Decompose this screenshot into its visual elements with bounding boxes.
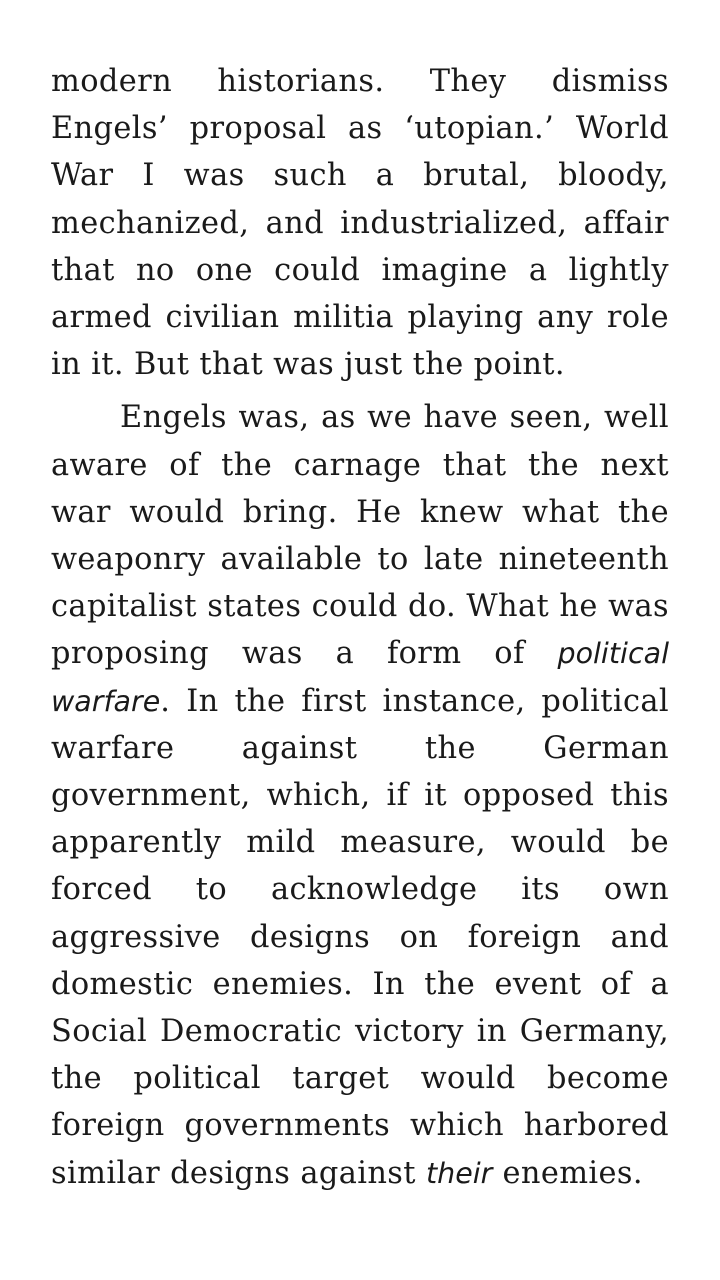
paragraph-text: Engels was, as we have seen, well aware of the carnage that the next war would bring. He knew what the weaponry available to late nineteenth capitalist states could do. What he was proposing was a form of (51, 400, 669, 672)
emphasis-their: their (425, 1156, 493, 1190)
paragraph-continued: modern historians. They dismiss Engels’ proposal as ‘utopian.’ World War I was such a brutal, bloody, mechanized, and industrialized, affair that no one could imagine a lightly armed civilian militia playing any role in it. But that was just the point. (51, 64, 669, 383)
paragraph-engels (51, 394, 669, 1196)
paragraph-text: . In the first instance, political warfare against the German government, which, if it opposed this apparently mild measure, would be forced to acknowledge its own aggressive designs on foreign and domestic enemies. In the event of a Social Democratic victory in Germany, the political target would become foreign governments which harbored similar designs against (51, 683, 669, 1191)
reader-page (51, 58, 669, 1197)
emphasis-political-warfare: political warfare (51, 637, 669, 718)
paragraph-text: enemies. (492, 1155, 643, 1191)
